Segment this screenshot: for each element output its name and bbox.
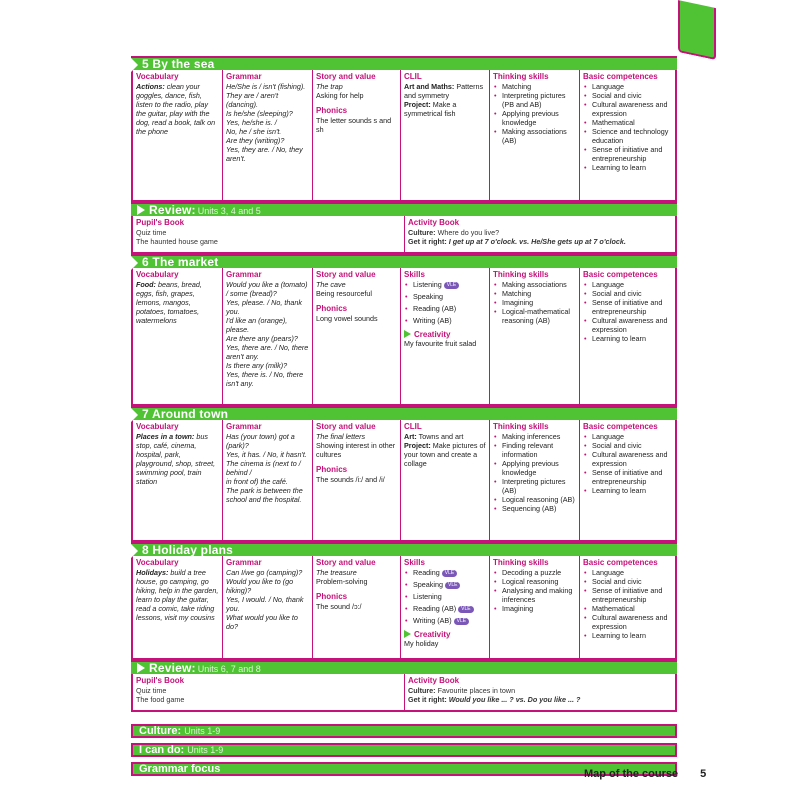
vocabulary-label: Holidays: <box>136 568 169 577</box>
unit-header <box>131 542 677 556</box>
review-units: Units 6, 7 and 8 <box>197 664 261 674</box>
competences-cell <box>580 556 675 658</box>
vocabulary-text <box>136 568 219 622</box>
vocabulary-heading: Vocabulary <box>136 270 179 279</box>
page-corner-tab <box>678 0 716 60</box>
clil-skills-cell <box>401 420 490 540</box>
story-cell <box>313 268 401 404</box>
thinking-skill-item: • Matching <box>493 82 576 91</box>
thinking-skill-item: • Making associations <box>493 280 576 289</box>
competence-item: • Sense of initiative and entrepreneurship <box>583 145 672 163</box>
grammar-line: I'd like an (orange), please. <box>226 316 288 334</box>
unit-title: 8 Holiday plans <box>142 543 234 557</box>
thinking-heading: Thinking skills <box>493 558 549 567</box>
grammar-line: Yes, there is. / No, there isn't any. <box>226 370 304 388</box>
skills-item-text: Reading (AB) <box>413 604 457 613</box>
story-title: The trap <box>316 82 343 91</box>
grammar-line: Yes, he/she is. / <box>226 118 277 127</box>
competence-list <box>583 568 672 640</box>
grammar-line: Is there any (milk)? <box>226 361 288 370</box>
thinking-skill-list <box>493 82 576 145</box>
skills-item-text: Listening <box>413 592 442 601</box>
bar-title: Culture: <box>139 725 182 737</box>
pupils-book-item: Quiz time <box>136 686 167 695</box>
phonics-text: Long vowel sounds <box>316 314 378 323</box>
grammar-line: Can I/we go (camping)? <box>226 568 303 577</box>
grammar-line: Yes, there are. / No, there aren't any. <box>226 343 309 361</box>
competence-item: • Language <box>583 280 672 289</box>
clil-project-label: Project: <box>404 441 431 450</box>
phonics-text: The letter sounds s and sh <box>316 116 392 134</box>
grammar-line: Has (your town) got a (park)? <box>226 432 295 450</box>
grammar-cell <box>223 70 313 200</box>
clil-skills-heading: Skills <box>404 270 425 279</box>
thinking-heading: Thinking skills <box>493 422 549 431</box>
clil-skills-cell <box>401 70 490 200</box>
unit-row <box>133 70 675 200</box>
story-value: Asking for help <box>316 91 364 100</box>
competence-item: • Learning to learn <box>583 631 672 640</box>
section-bar <box>131 724 677 738</box>
competence-item: • Social and civic <box>583 441 672 450</box>
header-notch <box>129 542 138 560</box>
thinking-skill-item: • Matching <box>493 289 576 298</box>
unit-title: 5 By the sea <box>142 57 215 71</box>
vocabulary-words: bus stop, café, cinema, hospital, park, playground, shop, street, swimming pool, train station <box>136 432 216 486</box>
phonics-text: The sound /ɔ:/ <box>316 602 362 611</box>
grammar-line: Are there any (pears)? <box>226 334 298 343</box>
pupils-book-item: The haunted house game <box>136 237 218 246</box>
thinking-cell <box>490 268 580 404</box>
skills-item <box>404 304 486 313</box>
thinking-cell <box>490 556 580 658</box>
competences-cell <box>580 70 675 200</box>
clil-topic-text: Patterns and symmetry <box>404 82 484 100</box>
review-section <box>131 202 677 254</box>
vocabulary-cell <box>133 70 223 200</box>
phonics-heading: Phonics <box>316 304 348 313</box>
clil-skills-heading: CLIL <box>404 72 422 81</box>
pupils-book-heading: Pupil's Book <box>136 218 185 227</box>
activity-book-cell <box>405 674 675 710</box>
competence-item: • Sense of initiative and entrepreneurship <box>583 468 672 486</box>
thinking-skill-item: • Imagining <box>493 604 576 613</box>
vocabulary-words: build a tree house, go camping, go hiking, help in the garden, learn to play the guitar, read a comic, take riding lessons, visit my cousins <box>136 568 219 622</box>
grammar-line: Yes, they are. / No, they aren't. <box>226 145 303 163</box>
skills-item-text: Writing (AB) <box>413 616 452 625</box>
skills-item-text: Writing (AB) <box>413 316 452 325</box>
creativity-arrow-icon <box>404 330 411 338</box>
creativity-text: My holiday <box>404 639 439 648</box>
thinking-skill-item: • Applying previous knowledge <box>493 459 576 477</box>
skills-item <box>404 292 486 301</box>
get-it-right-label: Get it right: <box>408 237 447 246</box>
competence-list <box>583 432 672 495</box>
competence-list <box>583 82 672 172</box>
thinking-skill-item: • Logical reasoning <box>493 577 576 586</box>
thinking-skill-list <box>493 568 576 613</box>
header-notch <box>129 254 138 272</box>
unit-row <box>133 420 675 540</box>
story-cell <box>313 556 401 658</box>
skills-item <box>404 604 486 613</box>
unit-header <box>131 56 677 70</box>
grammar-line: No, he / she isn't. <box>226 127 282 136</box>
competences-heading: Basic competences <box>583 558 658 567</box>
vocabulary-label: Food: <box>136 280 156 289</box>
competence-item: • Social and civic <box>583 289 672 298</box>
clil-skills-cell <box>401 268 490 404</box>
skills-item-text: Reading <box>413 568 440 577</box>
get-it-right-label: Get it right: <box>408 695 447 704</box>
skills-item <box>404 616 486 625</box>
story-cell <box>313 70 401 200</box>
pupils-book-heading: Pupil's Book <box>136 676 185 685</box>
review-section <box>131 660 677 712</box>
creativity-heading-text: Creativity <box>414 330 451 339</box>
skills-item-text: Speaking <box>413 292 443 301</box>
culture-label: Culture: <box>408 228 436 237</box>
clil-skills-cell <box>401 556 490 658</box>
vocabulary-words: clean your goggles, dance, fish, listen to the radio, play the guitar, play with the dog, read a book, talk on the phone <box>136 82 216 136</box>
clil-topic-text: Towns and art <box>418 432 464 441</box>
competence-list <box>583 280 672 343</box>
competences-cell <box>580 420 675 540</box>
vle-badge: VLE <box>454 618 469 625</box>
competence-item: • Social and civic <box>583 91 672 100</box>
creativity-arrow-icon <box>404 630 411 638</box>
thinking-skill-item: • Sequencing (AB) <box>493 504 576 513</box>
vocabulary-label: Actions: <box>136 82 165 91</box>
phonics-heading: Phonics <box>316 106 348 115</box>
grammar-line: Yes, it has. / No, it hasn't. <box>226 450 307 459</box>
vocabulary-heading: Vocabulary <box>136 72 179 81</box>
grammar-line: The cinema is (next to / behind / <box>226 459 301 477</box>
review-header <box>131 202 677 216</box>
competences-heading: Basic competences <box>583 270 658 279</box>
unit-title: 7 Around town <box>142 407 229 421</box>
skills-item-text: Listening <box>413 280 442 289</box>
story-heading: Story and value <box>316 270 376 279</box>
grammar-line: What would you like to do? <box>226 613 298 631</box>
clil-project-label: Project: <box>404 100 431 109</box>
unit-row <box>133 556 675 658</box>
unit-row <box>133 268 675 404</box>
pupils-book-cell <box>133 216 405 252</box>
creativity-text: My favourite fruit salad <box>404 339 477 348</box>
phonics-heading: Phonics <box>316 592 348 601</box>
vocabulary-cell <box>133 420 223 540</box>
competence-item: • Mathematical <box>583 118 672 127</box>
thinking-skill-list <box>493 280 576 325</box>
bar-units: Units 1-9 <box>184 726 221 736</box>
story-title: The cave <box>316 280 346 289</box>
competence-item: • Cultural awareness and expression <box>583 613 672 631</box>
review-title: Review: <box>149 661 196 675</box>
clil-topic <box>404 432 486 441</box>
get-it-right-text: I get up at 7 o'clock. vs. He/She gets up at 7 o'clock. <box>448 237 626 246</box>
grammar-line: Would you like to (go hiking)? <box>226 577 294 595</box>
vocabulary-text <box>136 82 219 136</box>
phonics-text: The sounds /i:/ and /i/ <box>316 475 385 484</box>
pupils-book-item: Quiz time <box>136 228 167 237</box>
thinking-skill-item: • Analysing and making inferences <box>493 586 576 604</box>
competence-item: • Sense of initiative and entrepreneurship <box>583 298 672 316</box>
course-map-table <box>131 56 677 776</box>
vle-badge: VLE <box>442 570 457 577</box>
vocabulary-cell <box>133 268 223 404</box>
culture-text: Favourite places in town <box>437 686 516 695</box>
grammar-line: Yes, I would. / No, thank you. <box>226 595 304 613</box>
clil-topic-label: Art: <box>404 432 417 441</box>
thinking-skill-item: • Making inferences <box>493 432 576 441</box>
unit-header <box>131 406 677 420</box>
story-heading: Story and value <box>316 72 376 81</box>
header-notch <box>129 406 138 424</box>
section-bar <box>131 743 677 757</box>
story-title: The final letters <box>316 432 366 441</box>
creativity-heading <box>404 630 486 639</box>
thinking-skill-item: • Making associations (AB) <box>493 127 576 145</box>
clil-topic <box>404 82 486 100</box>
bar-title: I can do: <box>139 744 185 756</box>
grammar-line: Would you like a (tomato) / some (bread)? <box>226 280 308 298</box>
skills-item <box>404 592 486 601</box>
thinking-cell <box>490 70 580 200</box>
story-value: Problem-solving <box>316 577 368 586</box>
competence-item: • Sense of initiative and entrepreneurship <box>583 586 672 604</box>
get-it-right-line <box>408 695 672 704</box>
activity-book-heading: Activity Book <box>408 218 460 227</box>
vocabulary-words: beans, bread, eggs, fish, grapes, lemons, mangos, potatoes, tomatoes, watermelons <box>136 280 202 325</box>
creativity-heading-text: Creativity <box>414 630 451 639</box>
vocabulary-text <box>136 432 219 486</box>
thinking-skill-item: • Imagining <box>493 298 576 307</box>
review-header <box>131 660 677 674</box>
competence-item: • Learning to learn <box>583 486 672 495</box>
skills-list <box>404 568 486 625</box>
competence-item: • Cultural awareness and expression <box>583 450 672 468</box>
review-title: Review: <box>149 203 196 217</box>
grammar-line: Yes, please. / No, thank you. <box>226 298 302 316</box>
competences-cell <box>580 268 675 404</box>
activity-book-cell <box>405 216 675 252</box>
story-value: Being resourceful <box>316 289 372 298</box>
grammar-heading: Grammar <box>226 270 262 279</box>
clil-skills-heading: CLIL <box>404 422 422 431</box>
header-notch <box>129 56 138 74</box>
grammar-heading: Grammar <box>226 558 262 567</box>
unit-title: 6 The market <box>142 255 219 269</box>
page-footer <box>584 768 706 780</box>
clil-project-text: Make pictures of your town and create a collage <box>404 441 486 468</box>
story-heading: Story and value <box>316 422 376 431</box>
story-heading: Story and value <box>316 558 376 567</box>
competence-item: • Language <box>583 432 672 441</box>
thinking-skill-list <box>493 432 576 513</box>
thinking-skill-item: • Logical-mathematical reasoning (AB) <box>493 307 576 325</box>
review-arrow-icon <box>137 205 145 215</box>
grammar-line: They are / aren't (dancing). <box>226 91 279 109</box>
skills-item <box>404 580 486 589</box>
page-number: 5 <box>700 768 707 780</box>
review-units: Units 3, 4 and 5 <box>197 206 261 216</box>
thinking-skill-item: • Finding relevant information <box>493 441 576 459</box>
culture-line <box>408 228 672 237</box>
thinking-skill-item: • Interpreting pictures (PB and AB) <box>493 91 576 109</box>
bar-title: Grammar focus <box>139 763 221 775</box>
thinking-skill-item: • Decoding a puzzle <box>493 568 576 577</box>
thinking-heading: Thinking skills <box>493 72 549 81</box>
skills-item <box>404 316 486 325</box>
competence-item: • Mathematical <box>583 604 672 613</box>
unit-header <box>131 254 677 268</box>
competences-heading: Basic competences <box>583 72 658 81</box>
phonics-heading: Phonics <box>316 465 348 474</box>
get-it-right-line <box>408 237 672 246</box>
culture-label: Culture: <box>408 686 436 695</box>
unit-section <box>131 254 677 406</box>
grammar-cell <box>223 420 313 540</box>
skills-item <box>404 568 486 577</box>
activity-book-heading: Activity Book <box>408 676 460 685</box>
story-value: Showing interest in other cultures <box>316 441 396 459</box>
review-arrow-icon <box>137 663 145 673</box>
footer-label: Map of the course <box>584 768 679 780</box>
creativity-heading <box>404 330 486 339</box>
skills-item <box>404 280 486 289</box>
grammar-line: He/She is / isn't (fishing). <box>226 82 306 91</box>
culture-text: Where do you live? <box>437 228 500 237</box>
competence-item: • Cultural awareness and expression <box>583 316 672 334</box>
vocabulary-text <box>136 280 219 325</box>
skills-item-text: Reading (AB) <box>413 304 457 313</box>
grammar-line: Are they (writing)? <box>226 136 285 145</box>
competence-item: • Learning to learn <box>583 163 672 172</box>
competence-item: • Learning to learn <box>583 334 672 343</box>
clil-skills-heading: Skills <box>404 558 425 567</box>
grammar-cell <box>223 268 313 404</box>
thinking-cell <box>490 420 580 540</box>
bar-units: Units 1-9 <box>187 745 224 755</box>
competence-item: • Language <box>583 568 672 577</box>
skills-item-text: Speaking <box>413 580 443 589</box>
review-row <box>133 674 675 710</box>
vocabulary-heading: Vocabulary <box>136 422 179 431</box>
grammar-heading: Grammar <box>226 422 262 431</box>
competence-item: • Social and civic <box>583 577 672 586</box>
thinking-skill-item: • Applying previous knowledge <box>493 109 576 127</box>
vocabulary-label: Places in a town: <box>136 432 195 441</box>
pupils-book-item: The food game <box>136 695 185 704</box>
grammar-line: in front of) the café. <box>226 477 288 486</box>
competence-item: • Science and technology education <box>583 127 672 145</box>
competence-item: • Language <box>583 82 672 91</box>
vle-badge: VLE <box>458 606 473 613</box>
unit-section <box>131 56 677 202</box>
vocabulary-heading: Vocabulary <box>136 558 179 567</box>
get-it-right-text: Would you like ... ? vs. Do you like ... ? <box>448 695 581 704</box>
clil-project <box>404 441 486 468</box>
vocabulary-cell <box>133 556 223 658</box>
clil-topic-label: Art and Maths: <box>404 82 455 91</box>
clil-project <box>404 100 486 118</box>
pupils-book-cell <box>133 674 405 710</box>
vle-badge: VLE <box>445 582 460 589</box>
clil-project-text: Make a symmetrical fish <box>404 100 457 118</box>
culture-line <box>408 686 672 695</box>
grammar-heading: Grammar <box>226 72 262 81</box>
thinking-skill-item: • Logical reasoning (AB) <box>493 495 576 504</box>
grammar-line: Is he/she (sleeping)? <box>226 109 293 118</box>
story-cell <box>313 420 401 540</box>
grammar-cell <box>223 556 313 658</box>
unit-section <box>131 406 677 542</box>
competences-heading: Basic competences <box>583 422 658 431</box>
review-row <box>133 216 675 252</box>
thinking-skill-item: • Interpreting pictures (AB) <box>493 477 576 495</box>
skills-list <box>404 280 486 325</box>
unit-section <box>131 542 677 660</box>
vle-badge: VLE <box>444 282 459 289</box>
competence-item: • Cultural awareness and expression <box>583 100 672 118</box>
thinking-heading: Thinking skills <box>493 270 549 279</box>
grammar-line: The park is between the school and the hospital. <box>226 486 303 504</box>
story-title: The treasure <box>316 568 357 577</box>
